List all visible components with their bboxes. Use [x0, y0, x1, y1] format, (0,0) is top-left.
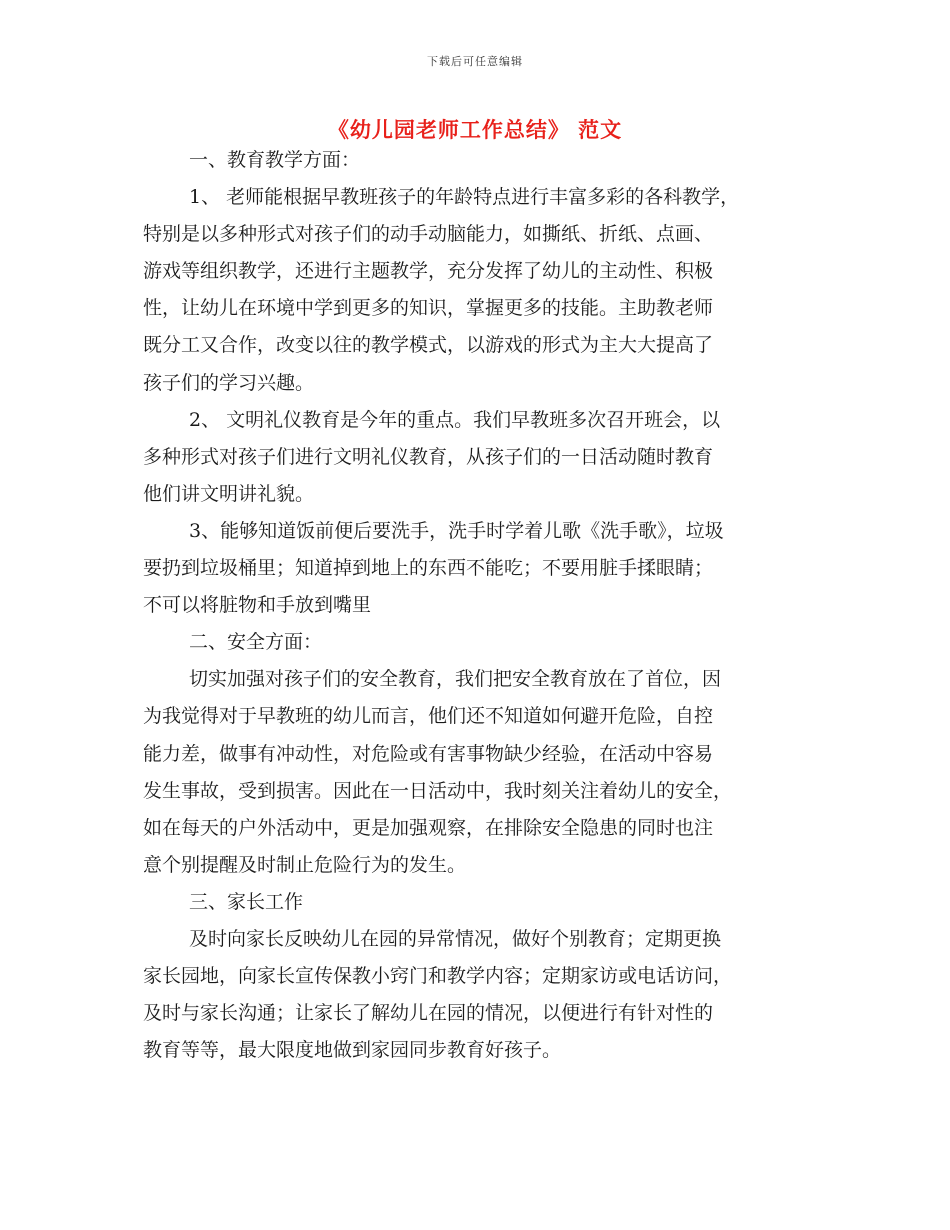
- body-line: 为我觉得对于早教班的幼儿而言，他们还不知道如何避开危险，自控: [143, 705, 714, 728]
- body-line: 及时向家长反映幼儿在园的异常情况，做好个别教育；定期更换: [189, 927, 722, 950]
- body-line: 特别是以多种形式对孩子们的动手动脑能力，如撕纸、折纸、点画、: [143, 223, 714, 246]
- body-line: 一、教育教学方面：: [189, 149, 361, 171]
- body-line: 3、能够知道饭前便后要洗手，洗手时学着儿歌《洗手歌》，垃圾: [189, 519, 724, 542]
- body-line: 既分工又合作，改变以往的教学模式，以游戏的形式为主大大提高了: [143, 334, 714, 357]
- body-line: 不可以将脏物和手放到嘴里: [143, 594, 372, 617]
- body-line: 孩子们的学习兴趣。: [143, 371, 315, 394]
- body-line: 二、安全方面：: [189, 631, 323, 654]
- body-line: 2、 文明礼仪教育是今年的重点。我们早教班多次召开班会，以: [189, 408, 721, 431]
- body-line: 要扔到垃圾桶里；知道掉到地上的东西不能吃；不要用脏手揉眼睛；: [143, 557, 714, 580]
- body-line: 发生事故，受到损害。因此在一日活动中，我时刻关注着幼儿的安全，: [143, 779, 733, 802]
- body-line: 切实加强对孩子们的安全教育，我们把安全教育放在了首位，因: [189, 668, 722, 691]
- body-line: 教育等等，最大限度地做到家园同步教育好孩子。: [143, 1039, 562, 1062]
- body-line: 能力差，做事有冲动性，对危险或有害事物缺少经验，在活动中容易: [143, 742, 714, 765]
- page-header: 下载后可任意编辑: [427, 55, 523, 68]
- document-title: 《幼儿园老师工作总结》 范文: [327, 117, 623, 142]
- body-line: 性，让幼儿在环境中学到更多的知识，掌握更多的技能。主助教老师: [143, 297, 714, 320]
- body-line: 及时与家长沟通；让家长了解幼儿在园的情况，以便进行有针对性的: [143, 1002, 714, 1025]
- body-line: 家长园地，向家长宣传保教小窍门和教学内容；定期家访或电话访问，: [143, 965, 733, 988]
- body-line: 多种形式对孩子们进行文明礼仪教育，从孩子们的一日活动随时教育: [143, 445, 714, 468]
- body-line: 游戏等组织教学，还进行主题教学，充分发挥了幼儿的主动性、积极: [143, 260, 714, 283]
- document-body: [143, 142, 807, 1069]
- body-line: 如在每天的户外活动中，更是加强观察，在排除安全隐患的同时也注: [143, 816, 714, 839]
- body-line: 1、 老师能根据早教班孩子的年龄特点进行丰富多彩的各科教学，: [189, 186, 740, 209]
- body-line: 三、家长工作: [189, 890, 304, 913]
- body-line: 意个别提醒及时制止危险行为的发生。: [143, 853, 467, 876]
- body-line: 他们讲文明讲礼貌。: [143, 482, 315, 505]
